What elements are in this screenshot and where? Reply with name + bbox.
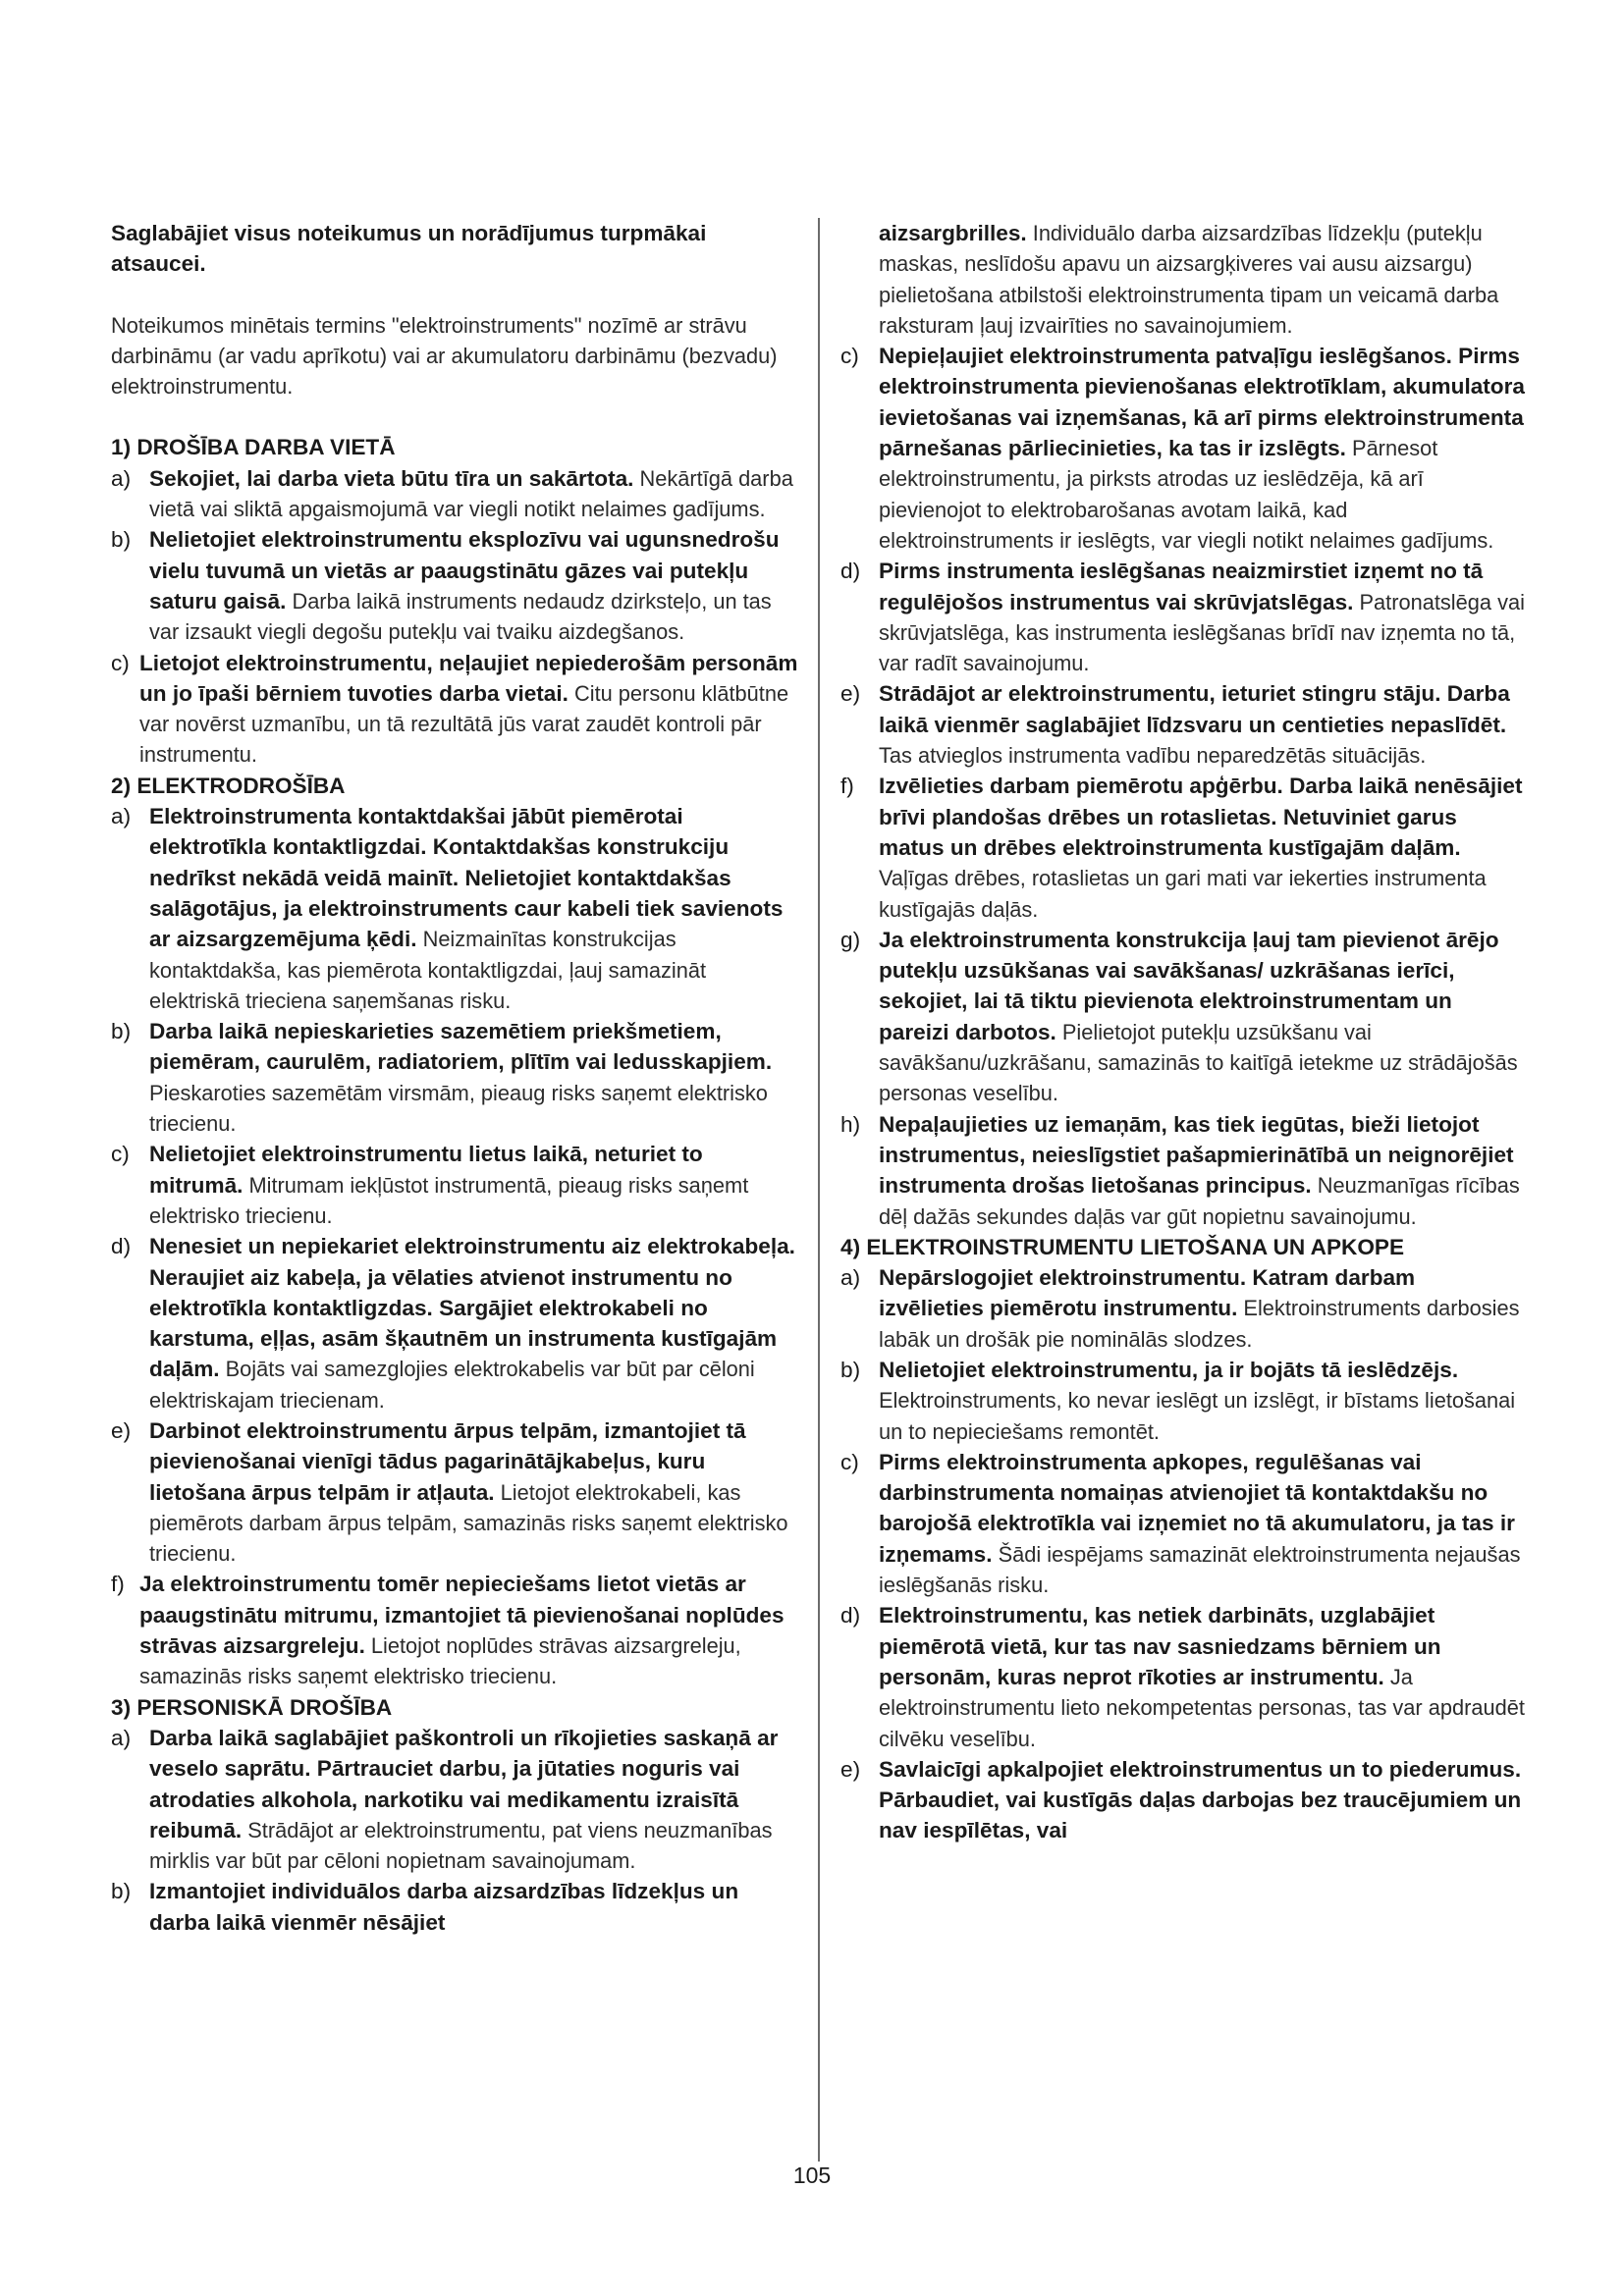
list-item: f) Ja elektroinstrumentu tomēr nepieciešams lietot vietās ar paaugstinātu mitrumu, izmantojiet tā pievienošanai noplūdes strāvas aizsargreleju. Lietojot noplūdes strāvas aizsargreleju, samazinās risks saņemt elektrisko triecienu. [111, 1572, 785, 1689]
list-item: a) Nepārslogojiet elektroinstrumentu. Katram darbam izvēlieties piemērotu instrumentu. Elektroinstruments darbosies labāk un drošāk pie nominālās slodzes. [840, 1265, 1520, 1352]
section-2-heading: 2) ELEKTRODROŠĪBA [111, 773, 346, 798]
left-column [111, 218, 800, 1938]
list-item: b) Nelietojiet elektroinstrumentu eksplozīvu vai ugunsnedrošu vielu tuvumā un vietās ar paaugstinātu gāzes vai putekļu saturu gaisā. Darba laikā instruments nedaudz dzirksteļo, un tas var izsaukt viegli degošu putekļu vai tvaiku aizdegšanos. [111, 527, 780, 645]
column-divider [818, 218, 820, 2162]
list-item: c) Lietojot elektroinstrumentu, neļaujiet nepiederošām personām un jo īpaši bērniem tuvoties darba vietai. Citu personu klātbūtne var novērst uzmanību, un tā rezultātā jūs varat zaudēt kontroli pār instrumentu. [111, 650, 798, 768]
list-item: b) Izmantojiet individuālos darba aizsardzības līdzekļus un darba laikā vienmēr nēsājiet [111, 1879, 739, 1935]
list-item: f) Izvēlieties darbam piemērotu apģērbu. Darba laikā nenēsājiet brīvi plandošas drēbes un rotaslietas. Netuviniet garus matus un drēbes elektroinstrumenta kustīgajām daļām. Vaļīgas drēbes, rotaslietas un gari mati var iekerties instrumenta kustīgajās daļās. [840, 774, 1523, 922]
list-item: e) Darbinot elektroinstrumentu ārpus telpām, izmantojiet tā pievienošanai vienīgi tādus pagarinātājkabeļus, kuru lietošana ārpus telpām ir atļauta. Lietojot elektrokabeli, kas piemērots darbam ārpus telpām, samazinās risks saņemt elektrisko triecienu. [111, 1417, 788, 1567]
section-1-heading: 1) DROŠĪBA DARBA VIETĀ [111, 435, 396, 460]
list-item: a) Darba laikā saglabājiet paškontroli un rīkojieties saskaņā ar veselo saprātu. Pārtrauciet darbu, ja jūtaties noguris vai atrodaties alkohola, narkotiku vai medikamentu izraisītā reibumā. Strādājot ar elektroinstrumentu, pat viens neuzmanības mirklis var būt par cēloni nopietnam savainojumam. [111, 1725, 779, 1874]
list-item: d) Nenesiet un nepiekariet elektroinstrumentu aiz elektrokabeļa. Neraujiet aiz kabeļa, ja vēlaties atvienot instrumentu no elektrotīkla kontaktligzdas. Sargājiet elektrokabeli no karstuma, eļļas, asām šķautnēm un instrumenta kustīgajām daļām. Bojāts vai samezglojies elektrokabelis var būt par cēloni elektriskajam triecienam. [111, 1234, 795, 1413]
intro-text: Noteikumos minētais termins "elektroinstruments" nozīmē ar strāvu darbināmu (ar vadu aprīkotu) vai ar akumulatoru darbināmu (bezvadu) elektroinstrumentu. [111, 312, 778, 400]
page-number: 105 [792, 2163, 832, 2188]
list-item: a) Elektroinstrumenta kontaktdakšai jābūt piemērotai elektrotīkla kontaktligzdai. Kontaktdakšas konstrukciju nedrīkst nekādā veidā mainīt. Nelietojiet kontaktdakšas salāgotājus, ja elektroinstruments caur kabeli tiek savienots ar aizsargzemējuma ķēdi. Neizmainītas konstrukcijas kontaktdakša, kas piemērota kontaktligzdai, ļauj samazināt elektriskā trieciena saņemšanas risku. [111, 804, 784, 1013]
list-item: c) Nepieļaujiet elektroinstrumenta patvaļīgu ieslēgšanos. Pirms elektroinstrumenta pievienošanas elektrotīklam, akumulatora ievietošanas vai izņemšanas, kā arī pirms elektroinstrumenta pārnešanas pārliecinieties, ka tas ir izslēgts. Pārnesot elektroinstrumentu, ja pirksts atrodas uz ieslēdzēja, kā arī pievienojot to elektrobarošanas avotam laikā, kad elektroinstruments ir ieslēgts, var viegli notikt nelaimes gadījums. [840, 344, 1525, 553]
list-item: a) Sekojiet, lai darba vieta būtu tīra un sakārtota. Nekārtīgā darba vietā vai sliktā apgaismojumā var viegli notikt nelaimes gadījums. [111, 465, 793, 522]
list-item: d) Pirms instrumenta ieslēgšanas neaizmirstiet izņemt no tā regulējošos instrumentus vai skrūvjatslēgas. Patronatslēga vai skrūvjatslēga, kas instrumenta ieslēgšanas brīdī nav izņemta no tā, var radīt savainojumu. [840, 559, 1525, 676]
list-item: e) Strādājot ar elektroinstrumentu, ieturiet stingru stāju. Darba laikā vienmēr saglabājiet līdzsvaru un centieties nepaslīdēt. Tas atvieglos instrumenta vadību neparedzētās situācijās. [840, 681, 1510, 769]
intro-bold: Saglabājiet visus noteikumus un norādījumus turpmākai atsaucei. [111, 221, 707, 277]
list-item: b) Nelietojiet elektroinstrumentu, ja ir bojāts tā ieslēdzējs. Elektroinstruments, ko nevar ieslēgt un izslēgt, ir bīstams lietošanai un to nepieciešams remontēt. [840, 1357, 1516, 1444]
list-item-continuation: aizsargbrilles. Individuālo darba aizsardzības līdzekļu (putekļu maskas, neslīdošu apavu un aizsargķiveres vai ausu aizsargu) pielietošana atbilstoši elektroinstrumenta tipam un veicamā darba raksturam ļauj izvairīties no savainojumiem. [879, 221, 1499, 338]
list-item: b) Darba laikā nepieskarieties sazemētiem priekšmetiem, piemēram, caurulēm, radiatoriem, plītīm vai ledusskapjiem. Pieskaroties sazemētām virsmām, pieaug risks saņemt elektrisko triecienu. [111, 1019, 773, 1137]
list-item: h) Nepaļaujieties uz iemaņām, kas tiek iegūtas, bieži lietojot instrumentus, neieslīgstiet pašapmierinātībā un neignorējiet instrumenta drošas lietošanas principus. Neuzmanīgas rīcības dēļ dažās sekundes daļās var gūt nopietnu savainojumu. [840, 1111, 1520, 1229]
list-item: c) Pirms elektroinstrumenta apkopes, regulēšanas vai darbinstrumenta nomaiņas atvienojiet tā kontaktdakšu no barojošā elektrotīkla vai izņemiet no tā akumulatoru, ja tas ir izņemams. Šādi iespējams samazināt elektroinstrumenta nejaušas ieslēgšanās risku. [840, 1449, 1521, 1598]
list-item: g) Ja elektroinstrumenta konstrukcija ļauj tam pievienot ārējo putekļu uzsūkšanas vai savākšanas/ uzkrāšanas ierīci, sekojiet, lai tā tiktu pievienota elektroinstrumentam un pareizi darbotos. Pielietojot putekļu uzsūkšanu vai savākšanu/uzkrāšanu, samazinās to kaitīgā ietekme uz strādājošās personas veselību. [840, 927, 1518, 1106]
list-item: d) Elektroinstrumentu, kas netiek darbināts, uzglabājiet piemērotā vietā, kur tas nav sasniedzams bērniem un personām, kuras neprot rīkoties ar instrumentu. Ja elektroinstrumentu lieto nekompetentas personas, tas var apdraudēt cilvēku veselību. [840, 1603, 1525, 1751]
section-3-heading: 3) PERSONISKĀ DROŠĪBA [111, 1694, 393, 1720]
right-column [840, 218, 1526, 1846]
list-item: e) Savlaicīgi apkalpojiet elektroinstrumentus un to piederumus. Pārbaudiet, vai kustīgās daļas darbojas bez traucējumiem un nav iespīlētas, vai [840, 1756, 1522, 1843]
section-4-heading: 4) ELEKTROINSTRUMENTU LIETOŠANA UN APKOPE [840, 1234, 1405, 1259]
list-item: c) Nelietojiet elektroinstrumentu lietus laikā, neturiet to mitrumā. Mitrumam iekļūstot instrumentā, pieaug risks saņemt elektrisko triecienu. [111, 1142, 749, 1228]
